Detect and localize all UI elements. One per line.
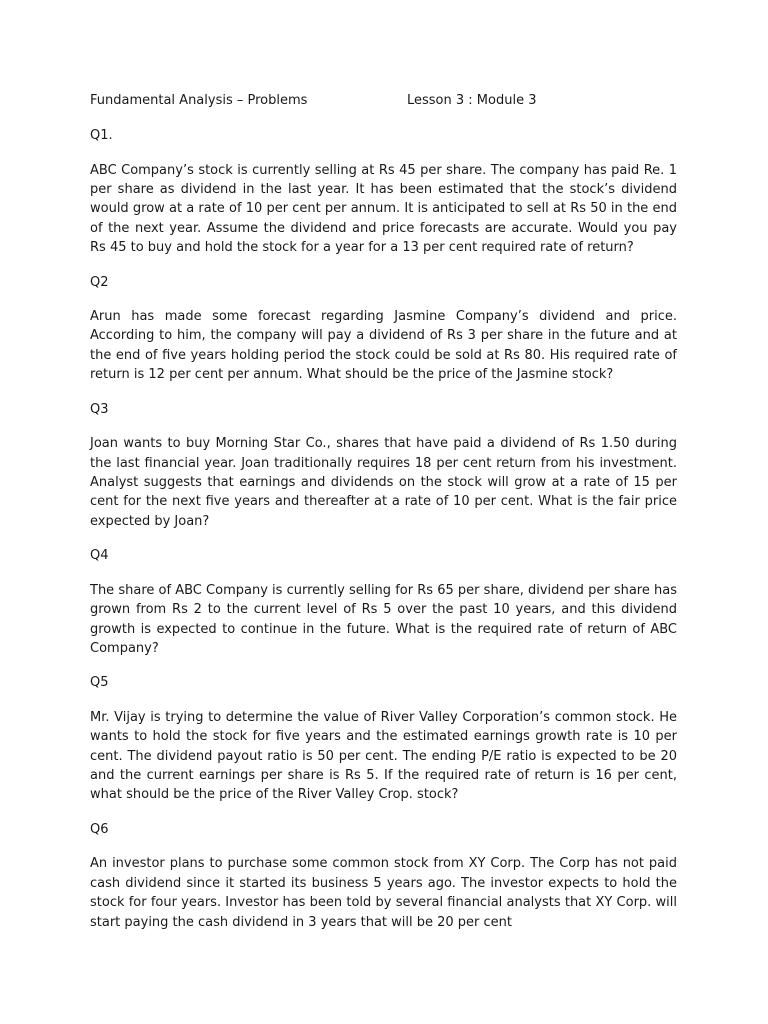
question-q1	[90, 126, 677, 258]
question-text: ABC Company’s stock is currently selling at Rs 45 per share. The company has paid Re. 1 per share as dividend in the last year. It has been estimated that the stock’s dividend would grow at a rate of 10 per cent per annum. It is anticipated to sell at Rs 50 in the end of the next year. Assume the dividend and price forecasts are accurate. Would you pay Rs 45 to buy and hold the stock for a year for a 13 per cent required rate of return?	[90, 162, 677, 256]
question-q3	[90, 400, 677, 532]
question-label: Q1.	[90, 128, 113, 143]
question-label: Q5	[90, 675, 109, 691]
document-title: Fundamental Analysis – Problems	[90, 93, 308, 108]
question-text: Mr. Vijay is trying to determine the value of River Valley Corporation’s common stock. He wants to hold the stock for five years and the estimated earnings growth rate is 10 per cent. The dividend payout ratio is 50 per cent. The ending P/E ratio is expected to be 20 and the current earnings per share is Rs 5. If the required rate of return is 16 per cent, what should be the price of the River Valley Crop. stock?	[90, 709, 677, 803]
question-label: Q6	[90, 821, 109, 837]
question-q4	[90, 546, 677, 658]
question-label: Q4	[90, 548, 109, 564]
question-label: Q2	[90, 274, 109, 290]
question-text: The share of ABC Company is currently selling for Rs 65 per share, dividend per share has grown from Rs 2 to the current level of Rs 5 over the past 10 years, and this dividend growth is expected to continue in the future. What is the required rate of return of ABC Company?	[90, 582, 677, 656]
question-q6	[90, 820, 677, 932]
document-header	[90, 91, 677, 111]
question-q5	[90, 673, 677, 805]
question-text: Arun has made some forecast regarding Jasmine Company’s dividend and price. According to him, the company will pay a dividend of Rs 3 per share in the future and at the end of five years holding period the stock could be sold at Rs 80. His required rate of return is 12 per cent per annum. What should be the price of the Jasmine stock?	[90, 309, 677, 383]
question-text: Joan wants to buy Morning Star Co., shares that have paid a dividend of Rs 1.50 during the last financial year. Joan traditionally requires 18 per cent return from his investment. Analyst suggests that earnings and dividends on the stock will grow at a rate of 15 per cent for the next five years and thereafter at a rate of 10 per cent. What is the fair price expected by Joan?	[90, 436, 677, 529]
document-page	[90, 91, 677, 947]
question-label: Q3	[90, 401, 109, 417]
question-q2	[90, 273, 677, 385]
lesson-module-label: Lesson 3 : Module 3	[407, 93, 537, 108]
question-text: An investor plans to purchase some common stock from XY Corp. The Corp has not paid cash dividend since it started its business 5 years ago. The investor expects to hold the stock for four years. Investor has been told by several financial analysts that XY Corp. will start paying the cash dividend in 3 years that will be 20 per cent	[90, 856, 677, 930]
